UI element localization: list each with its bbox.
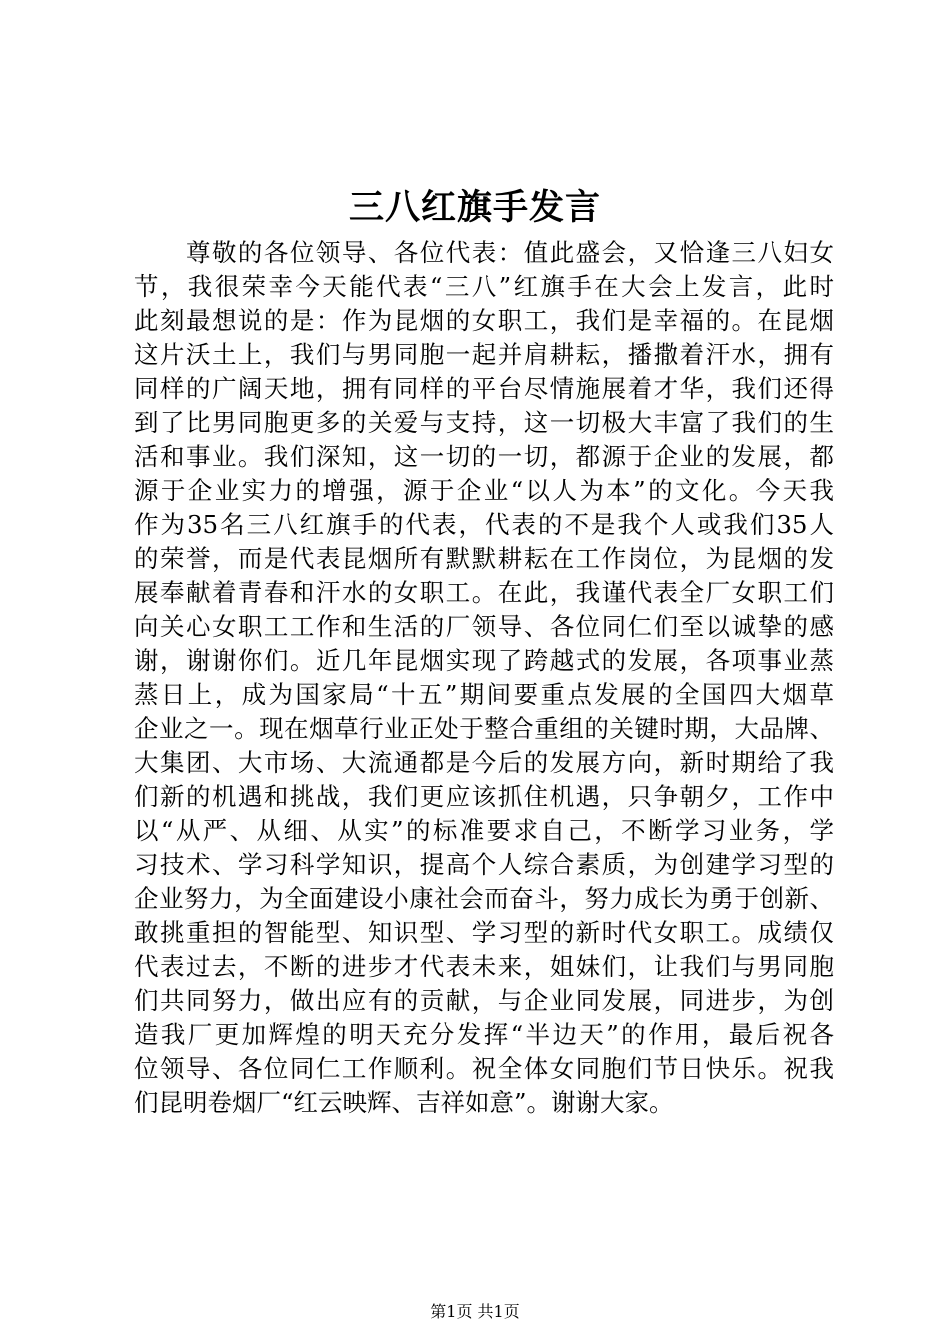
body-line: 位领导、各位同仁工作顺利。祝全体女同胞们节日快乐。祝我 bbox=[134, 1054, 834, 1083]
body-line: 活和事业。我们深知，这一切的一切，都源于企业的发展，都 bbox=[134, 442, 834, 471]
body-line: 到了比男同胞更多的关爱与支持，这一切极大丰富了我们的生 bbox=[134, 408, 834, 437]
body-line: 此刻最想说的是：作为昆烟的女职工，我们是幸福的。在昆烟 bbox=[134, 306, 834, 335]
body-line: 以“从严、从细、从实”的标准要求自己，不断学习业务，学 bbox=[134, 816, 834, 845]
body-line: 谢，谢谢你们。近几年昆烟实现了跨越式的发展，各项事业蒸 bbox=[134, 646, 834, 675]
body-line: 们昆明卷烟厂“红云映辉、吉祥如意”。谢谢大家。 bbox=[134, 1088, 674, 1117]
body-line: 大集团、大市场、大流通都是今后的发展方向，新时期给了我 bbox=[134, 748, 834, 777]
body-line: 敢挑重担的智能型、知识型、学习型的新时代女职工。成绩仅 bbox=[134, 918, 834, 947]
body-line: 蒸日上，成为国家局“十五”期间要重点发展的全国四大烟草 bbox=[134, 680, 834, 709]
body-line: 们共同努力，做出应有的贡献，与企业同发展，同进步，为创 bbox=[134, 986, 834, 1015]
document-body bbox=[134, 236, 834, 1120]
body-line: 们新的机遇和挑战，我们更应该抓住机遇，只争朝夕，工作中 bbox=[134, 782, 834, 811]
body-line: 这片沃土上，我们与男同胞一起并肩耕耘，播撒着汗水，拥有 bbox=[134, 340, 834, 369]
body-line: 同样的广阔天地，拥有同样的平台尽情施展着才华，我们还得 bbox=[134, 374, 834, 403]
body-line: 向关心女职工工作和生活的厂领导、各位同仁们至以诚挚的感 bbox=[134, 612, 834, 641]
body-line: 展奉献着青春和汗水的女职工。在此，我谨代表全厂女职工们 bbox=[134, 578, 834, 607]
body-line: 企业之一。现在烟草行业正处于整合重组的关键时期，大品牌、 bbox=[134, 714, 834, 743]
body-line: 造我厂更加辉煌的明天充分发挥“半边天”的作用，最后祝各 bbox=[134, 1020, 834, 1049]
body-line: 习技术、学习科学知识，提高个人综合素质，为创建学习型的 bbox=[134, 850, 834, 879]
body-line: 源于企业实力的增强，源于企业“以人为本”的文化。今天我 bbox=[134, 476, 834, 505]
body-line: 企业努力，为全面建设小康社会而奋斗，努力成长为勇于创新、 bbox=[134, 884, 834, 913]
body-line: 节，我很荣幸今天能代表“三八”红旗手在大会上发言，此时 bbox=[134, 272, 834, 301]
body-line: 的荣誉，而是代表昆烟所有默默耕耘在工作岗位，为昆烟的发 bbox=[134, 544, 834, 573]
page-footer: 第1页 共1页 bbox=[430, 1302, 520, 1321]
body-line: 代表过去，不断的进步才代表未来，姐妹们，让我们与男同胞 bbox=[134, 952, 834, 981]
document-title: 三八红旗手发言 bbox=[348, 187, 601, 228]
body-line: 作为35名三八红旗手的代表，代表的不是我个人或我们35人 bbox=[134, 510, 834, 539]
body-line: 尊敬的各位领导、各位代表：值此盛会，又恰逢三八妇女 bbox=[134, 238, 834, 267]
